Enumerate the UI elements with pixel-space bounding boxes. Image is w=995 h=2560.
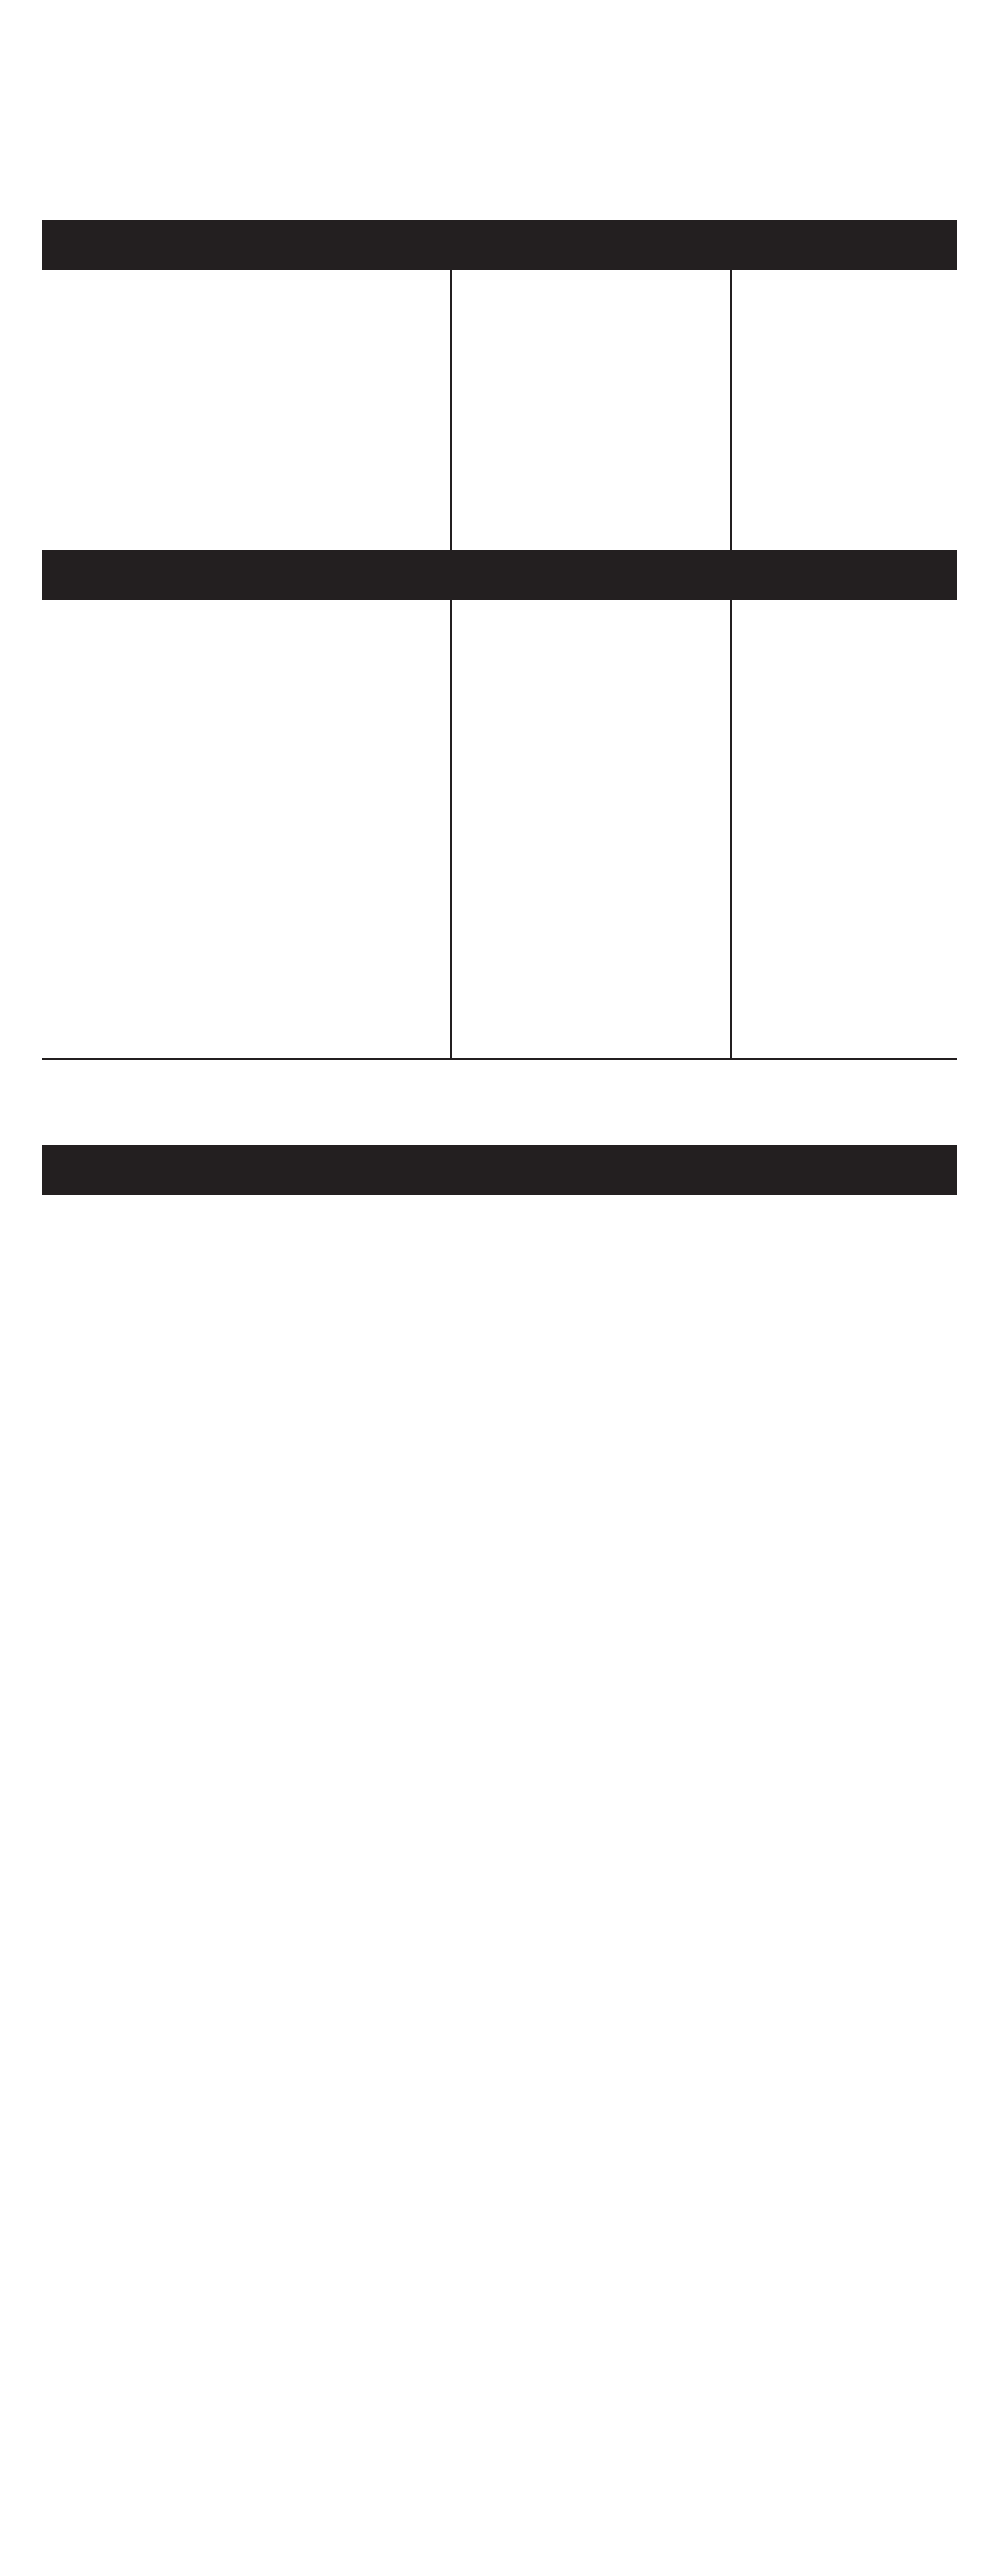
vitamins-header-bar <box>42 550 957 600</box>
column-divider <box>730 600 732 1060</box>
nutrition-header-bar <box>42 220 957 270</box>
column-divider <box>730 270 732 550</box>
nutrition-table <box>42 270 957 550</box>
column-divider <box>450 600 452 1060</box>
table-bottom-rule <box>42 1058 957 1060</box>
column-divider <box>450 270 452 550</box>
vitamins-table <box>42 600 957 1060</box>
matrix-header-bar <box>42 1145 957 1195</box>
